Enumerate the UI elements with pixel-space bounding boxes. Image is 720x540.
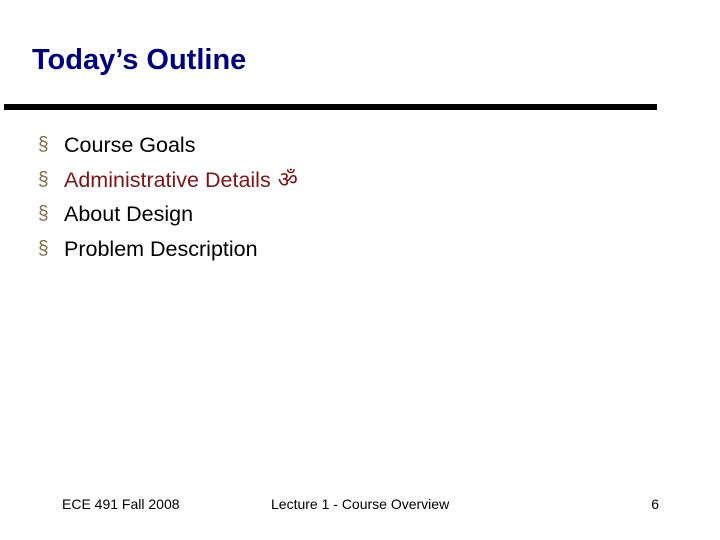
- footer-page-number: 6: [651, 496, 659, 512]
- outline-item-label: Administrative Details: [64, 167, 271, 192]
- footer-lecture-title: Lecture 1 - Course Overview: [271, 496, 450, 512]
- footer-course: ECE 491 Fall 2008: [62, 496, 180, 512]
- outline-item-label: Problem Description: [64, 236, 258, 261]
- title-divider: [4, 104, 657, 110]
- bullet-icon: §: [38, 203, 49, 224]
- bullet-icon: §: [38, 134, 49, 155]
- bullet-icon: §: [38, 237, 49, 259]
- om-icon: ॐ: [277, 167, 298, 193]
- outline-item-label: About Design: [64, 202, 194, 226]
- bullet-icon: §: [38, 168, 49, 190]
- outline-item-label: Course Goals: [64, 133, 196, 157]
- slide-title: Today’s Outline: [32, 44, 247, 76]
